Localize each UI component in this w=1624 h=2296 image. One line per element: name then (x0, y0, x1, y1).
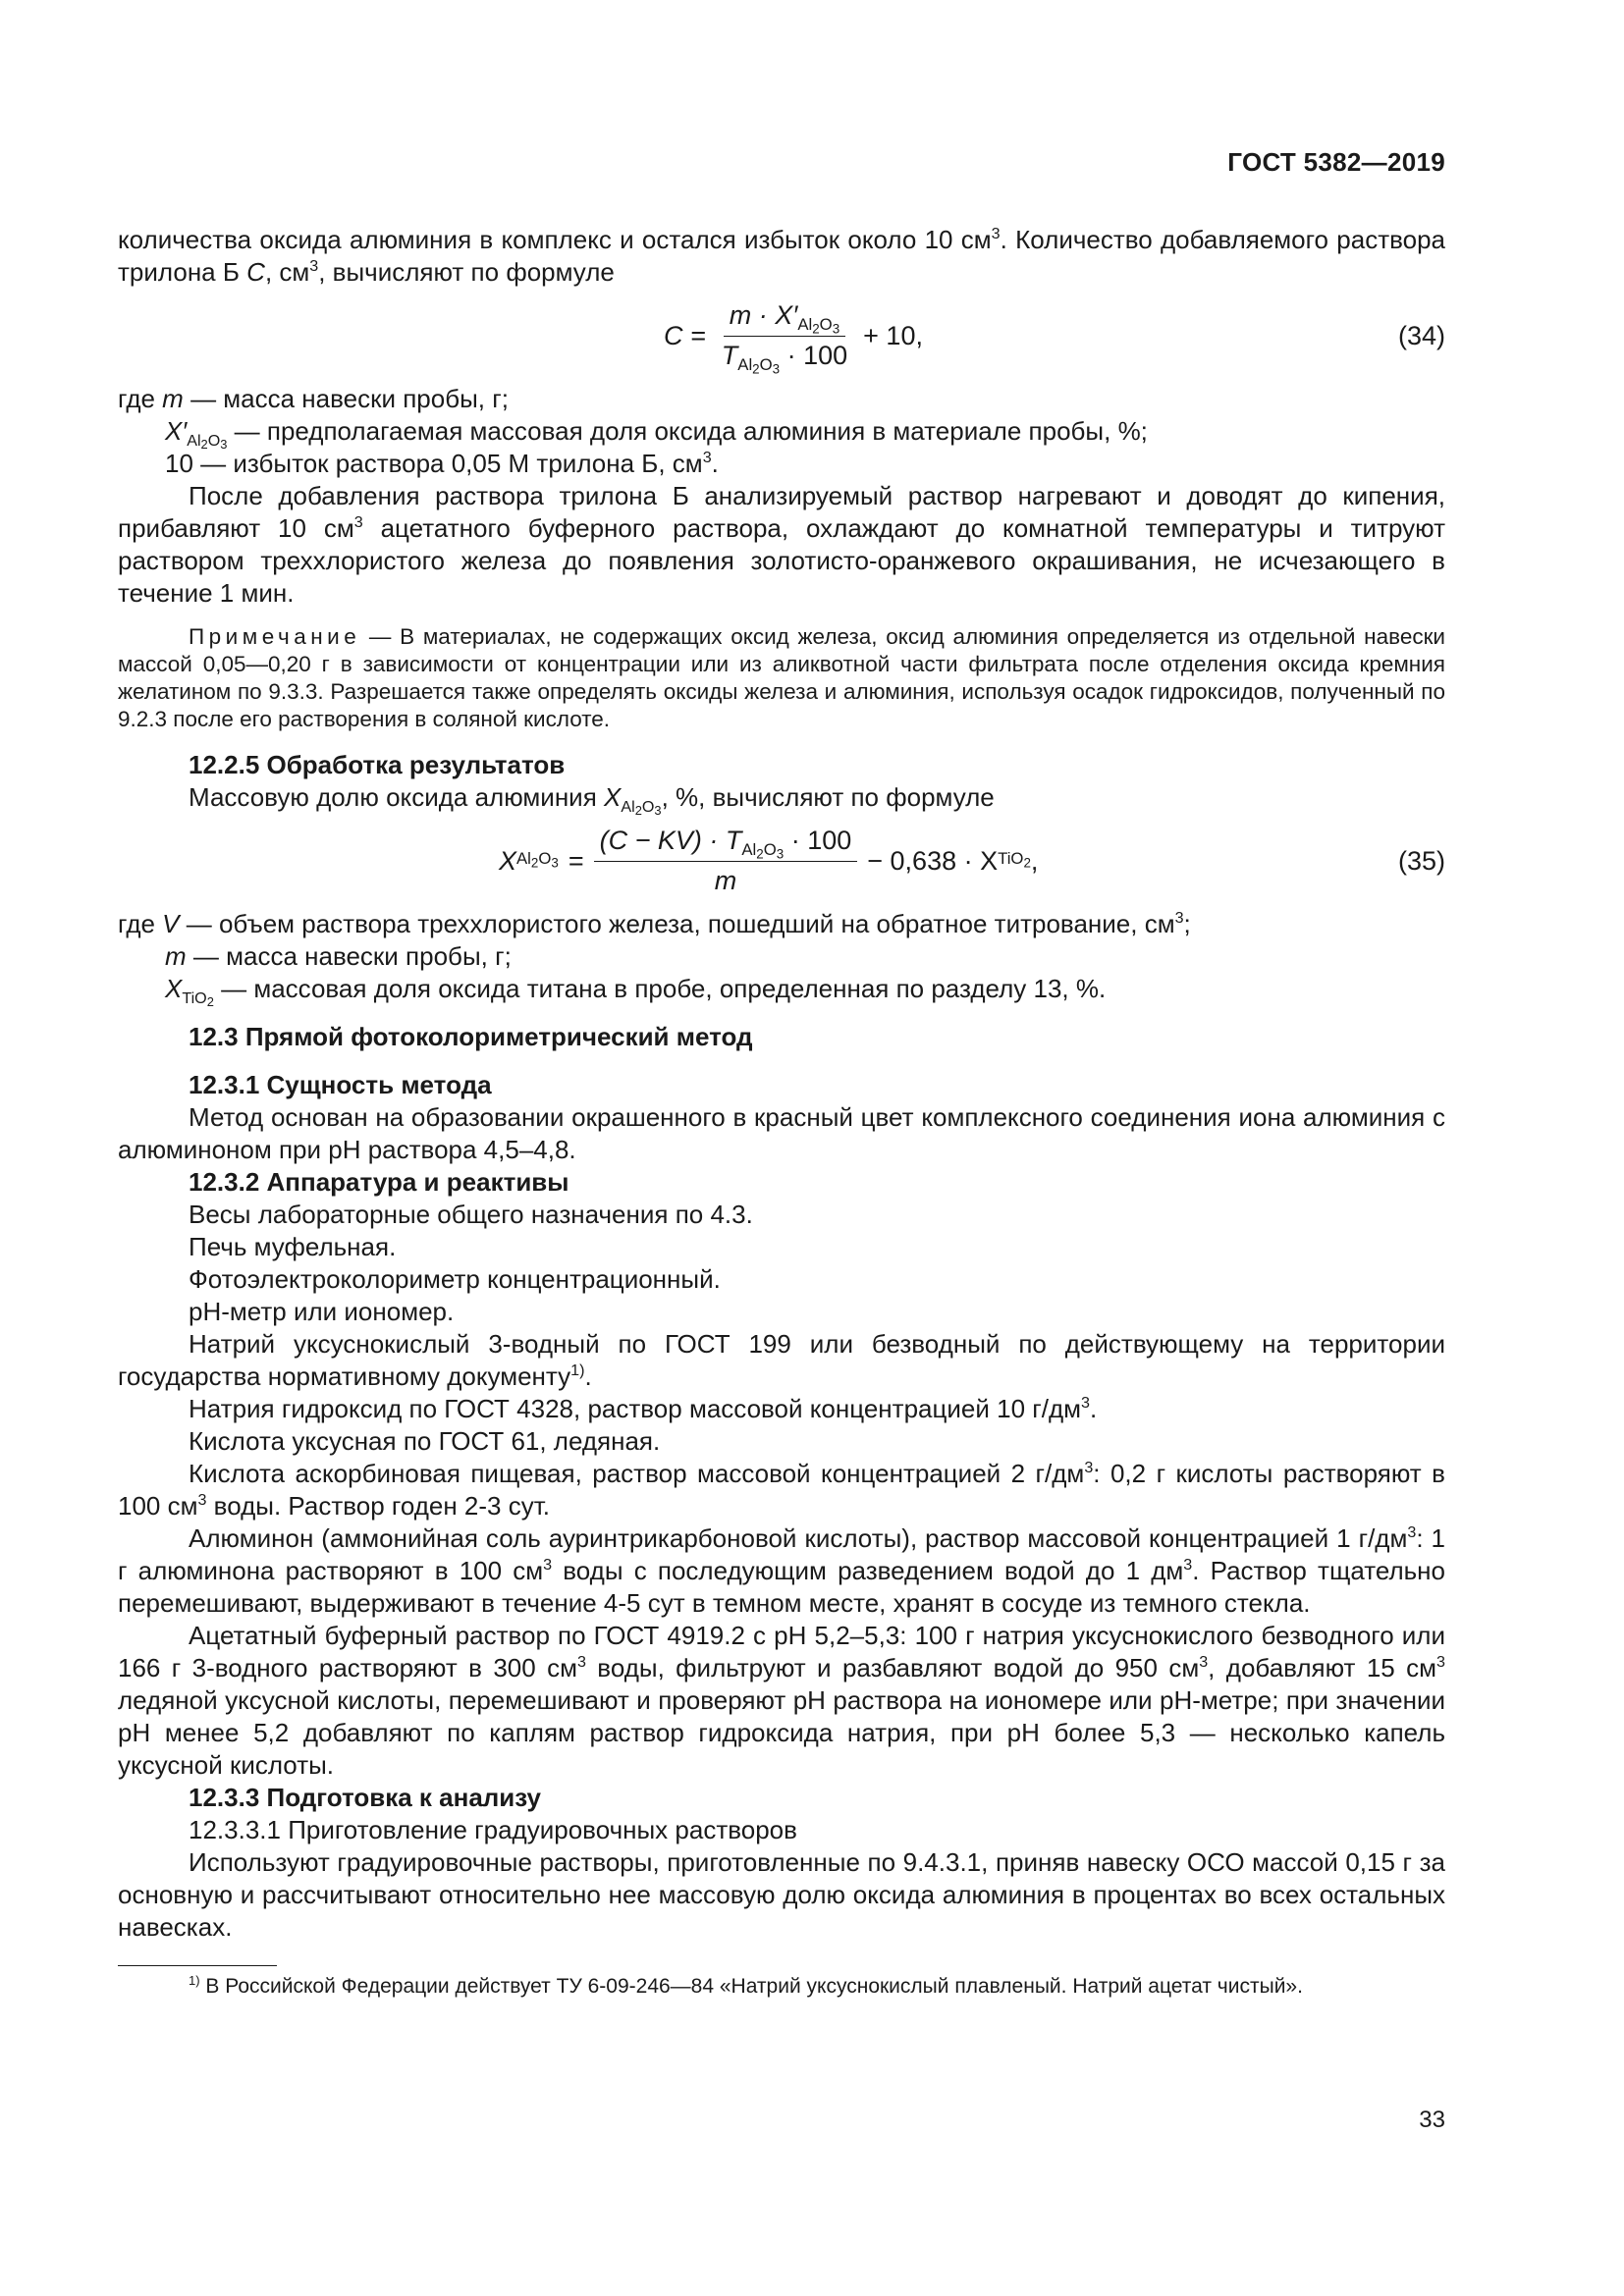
where-line: $X'_{Al_2O_3}$ — предполагаемая массовая доля оксида алюминия в материале пробы, %; (165, 416, 1148, 452)
section-heading: 12.3.3 Подготовка к анализу (189, 1783, 542, 1812)
section-heading: 12.3.1 Сущность метода (189, 1070, 492, 1099)
where-line: 10 — избыток раствора 0,05 М трилона Б, $см^3$. (165, 449, 719, 478)
formula-number: (35) (1397, 845, 1445, 876)
list-item: Алюминон (аммонийная соль ауринтрикарбоновой кислоты), раствор массовой концентрацией 1 $г/дм^3$: 1 г алюминона растворяют в 100 $см^3$ воды с последующим разведением водой до 1 $дм^3$. Раствор тщательно перемешивают, выдерживают в течение 4-5 сут в темном месте, хранят в сосуде из темного стекла. (118, 1523, 1445, 1618)
list-item: Ацетатный буферный раствор по ГОСТ 4919.2 с pH 5,2–5,3: 100 г натрия уксуснокислого безводного или 166 г 3-водного растворяют в 300 $см^3$ воды, фильтруют и разбавляют водой до 950 $см^3$, добавляют 15 $см^3$ ледяной уксусной кислоты, перемешивают и проверяют pH раствора на иономере или pH-метре; при значении pH менее 5,2 добавляют по каплям раствор гидроксида натрия, при pH более 5,3 — несколько капель уксусной кислоты. (118, 1621, 1445, 1780)
formula-number: (34) (1397, 320, 1445, 350)
list-item: Печь муфельная. (189, 1232, 397, 1261)
section-heading: 12.3.2 Аппаратура и реактивы (189, 1167, 569, 1197)
list-item: pH-метр или иономер. (189, 1297, 455, 1326)
subsection-heading: 12.3.3.1 Приготовление градуировочных растворов (189, 1815, 797, 1844)
section-heading: 12.3 Прямой фотоколориметрический метод (189, 1022, 753, 1051)
paragraph: После добавления раствора трилона Б анализируемый раствор нагревают и доводят до кипения, прибавляют 10 $см^3$ ацетатного буферного раствора, охлаждают до комнатной температуры и титруют раствором треххлористого железа до появления золотисто-оранжевого окрашивания, не исчезающего в течение 1 мин. (118, 481, 1445, 608)
list-item: Кислота аскорбиновая пищевая, раствор массовой концентрацией 2 $г/дм^3$: 0,2 г кислоты растворяют в 100 $см^3$ воды. Раствор годен 2-3 сут. (118, 1459, 1445, 1521)
intro-paragraph: количества оксида алюминия в комплекс и остался избыток около 10 $см^3$. Количество добавляемого раствора трилона Б С, $см^3$, вычисляют по формуле (118, 225, 1446, 287)
section-heading: 12.2.5 Обработка результатов (189, 750, 566, 779)
paragraph: Метод основан на образовании окрашенного в красный цвет комплексного соединения иона алюминия с алюминоном при pH раствора 4,5–4,8. (118, 1102, 1445, 1164)
where-line: где V — объем раствора треххлористого железа, пошедший на обратное титрование, $см^3$; (118, 909, 1191, 938)
formula-35: X $Al_2O_3$ = $\frac{(C - KV) \cdot T_{Al_2O_3} \cdot 100}{m}$ − 0,638 · X TiO$_2$ , (35) (118, 814, 1445, 908)
where-line: где m — масса навески пробы, г; (118, 384, 509, 413)
list-item: Натрия гидроксид по ГОСТ 4328, раствор массовой концентрацией 10 $г/дм^3$. (189, 1394, 1098, 1423)
list-item: Кислота уксусная по ГОСТ 61, ледяная. (189, 1426, 661, 1456)
page-body (118, 224, 1445, 2002)
footnote-divider (118, 1965, 277, 1966)
formula-34: C = $\frac{m \cdot X'_{Al_2O_3}}{T_{Al_2O_3} \cdot 100}$ + 10, (34) (118, 289, 1445, 383)
list-item: Весы лабораторные общего назначения по 4.3. (189, 1200, 753, 1229)
where-line: $X_{TiO_2}$ — массовая доля оксида титана в пробе, определенная по разделу 13, %. (165, 974, 1107, 1009)
footnote: $^{1)}$ В Российской Федерации действует ТУ 6-09-246—84 «Натрий уксуснокислый плавленый. Натрий ацетат чистый». (189, 1972, 1303, 1998)
paragraph: Массовую долю оксида алюминия $X_{Al_2O_3}$, %, вычисляют по формуле (189, 782, 995, 818)
list-item: Фотоэлектроколориметр концентрационный. (189, 1264, 721, 1294)
list-item: Натрий уксуснокислый 3-водный по ГОСТ 199 или безводный по действующему на территории государства нормативному документу$^{1)}$. (118, 1329, 1445, 1391)
note-paragraph: Примечание — В материалах, не содержащих оксид железа, оксид алюминия определяется из отдельной навески массой 0,05—0,20 г в зависимости от концентрации или из аликвотной части фильтрата после отделения оксида кремния желатином по 9.3.3. Разрешается также определять оксиды железа и алюминия, используя осадок гидроксидов, полученный по 9.2.3 после его растворения в соляной кислоте. (118, 624, 1445, 731)
page-number: 33 (1419, 2107, 1445, 2133)
paragraph: Используют градуировочные растворы, приготовленные по 9.4.3.1, приняв навеску ОСО массой 0,15 г за основную и рассчитывают относительно нее массовую долю оксида алюминия в процентах во всех остальных навесках. (118, 1847, 1445, 1942)
document-header: ГОСТ 5382—2019 (1227, 147, 1445, 177)
where-line: m — масса навески пробы, г; (165, 941, 512, 971)
